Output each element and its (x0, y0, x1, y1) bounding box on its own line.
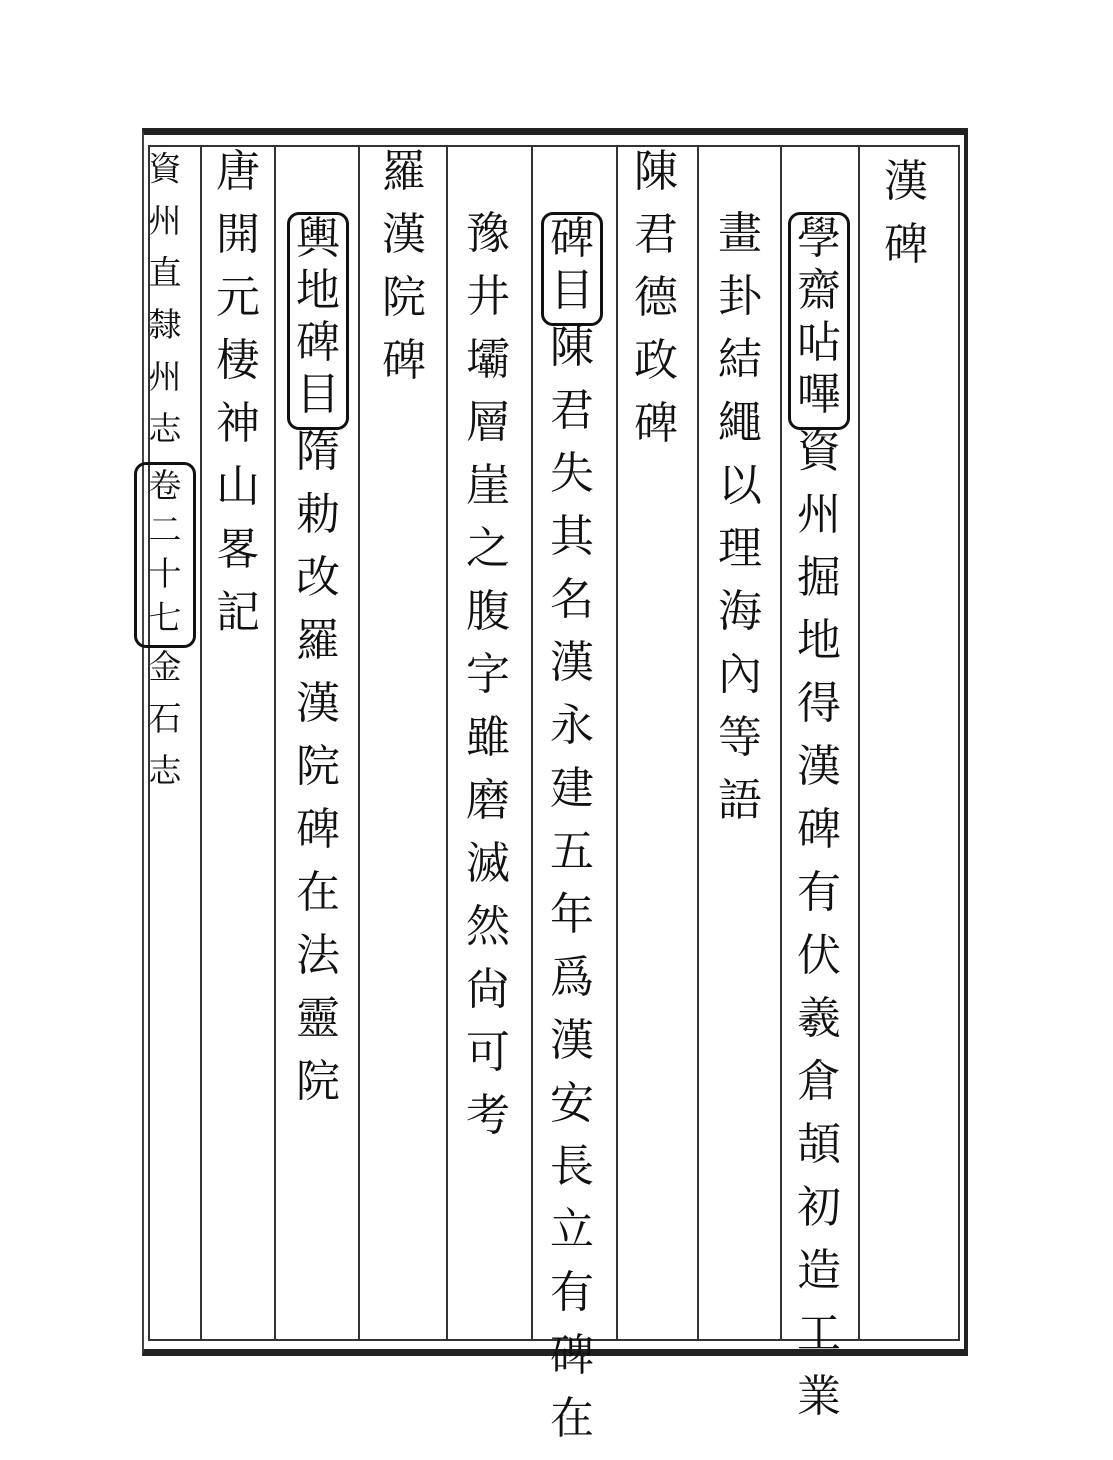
glyph: 嗶 (797, 369, 841, 420)
glyph: 地 (296, 265, 340, 316)
glyph: 然 (466, 901, 510, 952)
source-citation (287, 212, 349, 430)
source-title (290, 213, 346, 425)
glyph: 漢 (550, 1015, 594, 1066)
glyph: 靈 (296, 993, 340, 1044)
column-rule (358, 145, 360, 1341)
column-rule (858, 145, 860, 1341)
glyph: 語 (718, 775, 762, 826)
glyph: 學 (797, 213, 841, 264)
glyph: 碑 (382, 335, 426, 386)
glyph: 畧 (216, 524, 260, 575)
glyph: 初 (797, 1182, 841, 1233)
glyph: 等 (718, 712, 762, 763)
source-citation (541, 212, 603, 326)
glyph: 直 (148, 253, 182, 292)
glyph: 二 (148, 510, 182, 549)
entry-heading (628, 146, 684, 465)
glyph: 其 (550, 511, 594, 562)
glyph: 漢 (296, 678, 340, 729)
glyph: 志 (148, 409, 182, 448)
glyph: 永 (550, 700, 594, 751)
entry-heading (878, 156, 934, 286)
glyph: 志 (148, 751, 182, 790)
entry-heading (210, 146, 266, 654)
column-rule (780, 145, 782, 1341)
glyph: 隸 (148, 305, 182, 344)
glyph: 豫 (466, 208, 510, 259)
entry-text (290, 426, 346, 1123)
glyph: 漢 (884, 156, 928, 207)
glyph: 羲 (797, 993, 841, 1044)
entry-text (460, 208, 516, 1157)
entry-text (712, 208, 768, 842)
glyph: 爲 (550, 952, 594, 1003)
glyph: 碑 (797, 804, 841, 855)
glyph: 工 (797, 1308, 841, 1359)
glyph: 君 (634, 209, 678, 260)
glyph: 建 (550, 763, 594, 814)
source-title (544, 213, 600, 321)
glyph: 卦 (718, 271, 762, 322)
glyph: 院 (296, 741, 340, 792)
glyph: 在 (296, 867, 340, 918)
glyph: 之 (466, 523, 510, 574)
text-column-5 (544, 212, 600, 1460)
source-citation (788, 212, 850, 430)
glyph: 山 (216, 461, 260, 512)
glyph: 羅 (382, 146, 426, 197)
glyph: 唐 (216, 146, 260, 197)
source-title (791, 213, 847, 425)
glyph: 碑 (884, 219, 928, 270)
glyph: 字 (466, 649, 510, 700)
glyph: 州 (148, 201, 182, 240)
glyph: 神 (216, 398, 260, 449)
text-column-8 (290, 212, 346, 1123)
text-column-4 (628, 146, 684, 465)
glyph: 有 (550, 1267, 594, 1318)
glyph: 碑 (296, 317, 340, 368)
glyph: 海 (718, 586, 762, 637)
column-rule (274, 145, 276, 1341)
glyph: 井 (466, 271, 510, 322)
margin-section (137, 648, 193, 804)
glyph: 年 (550, 889, 594, 940)
text-column-3 (712, 208, 768, 842)
glyph: 業 (797, 1371, 841, 1422)
glyph: 造 (797, 1245, 841, 1296)
glyph: 得 (797, 678, 841, 729)
entry-text (791, 426, 847, 1438)
glyph: 可 (466, 1027, 510, 1078)
glyph: 長 (550, 1141, 594, 1192)
text-column-9 (210, 146, 266, 654)
glyph: 金 (148, 647, 182, 686)
glyph: 層 (466, 397, 510, 448)
glyph: 頡 (797, 1119, 841, 1170)
margin-title (137, 150, 193, 462)
glyph: 伏 (797, 930, 841, 981)
glyph: 目 (296, 369, 340, 420)
glyph: 呫 (797, 317, 841, 368)
glyph: 齋 (797, 265, 841, 316)
glyph: 掘 (797, 552, 841, 603)
glyph: 十 (148, 554, 182, 593)
glyph: 繩 (718, 397, 762, 448)
column-rule (531, 145, 533, 1341)
glyph: 法 (296, 930, 340, 981)
glyph: 陳 (550, 322, 594, 373)
glyph: 開 (216, 209, 260, 260)
glyph: 結 (718, 334, 762, 385)
margin-column (145, 150, 185, 804)
glyph: 理 (718, 523, 762, 574)
entry-heading (376, 146, 432, 402)
glyph: 陳 (634, 146, 678, 197)
glyph: 腹 (466, 586, 510, 637)
glyph: 棲 (216, 335, 260, 386)
text-column-6 (460, 208, 516, 1157)
glyph: 漢 (550, 637, 594, 688)
glyph: 在 (550, 1393, 594, 1444)
glyph: 雖 (466, 712, 510, 763)
glyph: 政 (634, 335, 678, 386)
glyph: 磨 (466, 775, 510, 826)
glyph: 碑 (634, 398, 678, 449)
glyph: 君 (550, 385, 594, 436)
glyph: 畫 (718, 208, 762, 259)
glyph: 漢 (797, 741, 841, 792)
glyph: 以 (718, 460, 762, 511)
column-rule (446, 145, 448, 1341)
glyph: 倉 (797, 1056, 841, 1107)
glyph: 有 (797, 867, 841, 918)
glyph: 目 (550, 265, 594, 316)
glyph: 考 (466, 1090, 510, 1141)
glyph: 滅 (466, 838, 510, 889)
glyph: 記 (216, 587, 260, 638)
glyph: 隋 (296, 426, 340, 477)
glyph: 名 (550, 574, 594, 625)
glyph: 地 (797, 615, 841, 666)
glyph: 改 (296, 552, 340, 603)
glyph: 石 (148, 699, 182, 738)
glyph: 碑 (296, 804, 340, 855)
glyph: 羅 (296, 615, 340, 666)
glyph: 尙 (466, 964, 510, 1015)
glyph: 德 (634, 272, 678, 323)
margin-volume-box (134, 462, 196, 648)
text-column-2 (791, 212, 847, 1438)
glyph: 碑 (550, 1330, 594, 1381)
text-column-7 (376, 146, 432, 402)
glyph: 勅 (296, 489, 340, 540)
glyph: 碑 (550, 213, 594, 264)
column-rule (616, 145, 618, 1341)
glyph: 內 (718, 649, 762, 700)
column-rule (200, 145, 202, 1341)
glyph: 七 (148, 598, 182, 637)
glyph: 漢 (382, 209, 426, 260)
glyph: 立 (550, 1204, 594, 1255)
glyph: 壩 (466, 334, 510, 385)
text-column-1 (878, 156, 934, 286)
glyph: 院 (382, 272, 426, 323)
glyph: 崖 (466, 460, 510, 511)
glyph: 州 (148, 357, 182, 396)
glyph: 州 (797, 489, 841, 540)
glyph: 五 (550, 826, 594, 877)
glyph: 元 (216, 272, 260, 323)
margin-volume (137, 467, 193, 643)
entry-text (544, 322, 600, 1460)
column-rule (697, 145, 699, 1341)
glyph: 院 (296, 1056, 340, 1107)
glyph: 失 (550, 448, 594, 499)
glyph: 資 (797, 426, 841, 477)
glyph: 安 (550, 1078, 594, 1129)
glyph: 輿 (296, 213, 340, 264)
glyph: 卷 (148, 466, 182, 505)
glyph: 資 (148, 149, 182, 188)
